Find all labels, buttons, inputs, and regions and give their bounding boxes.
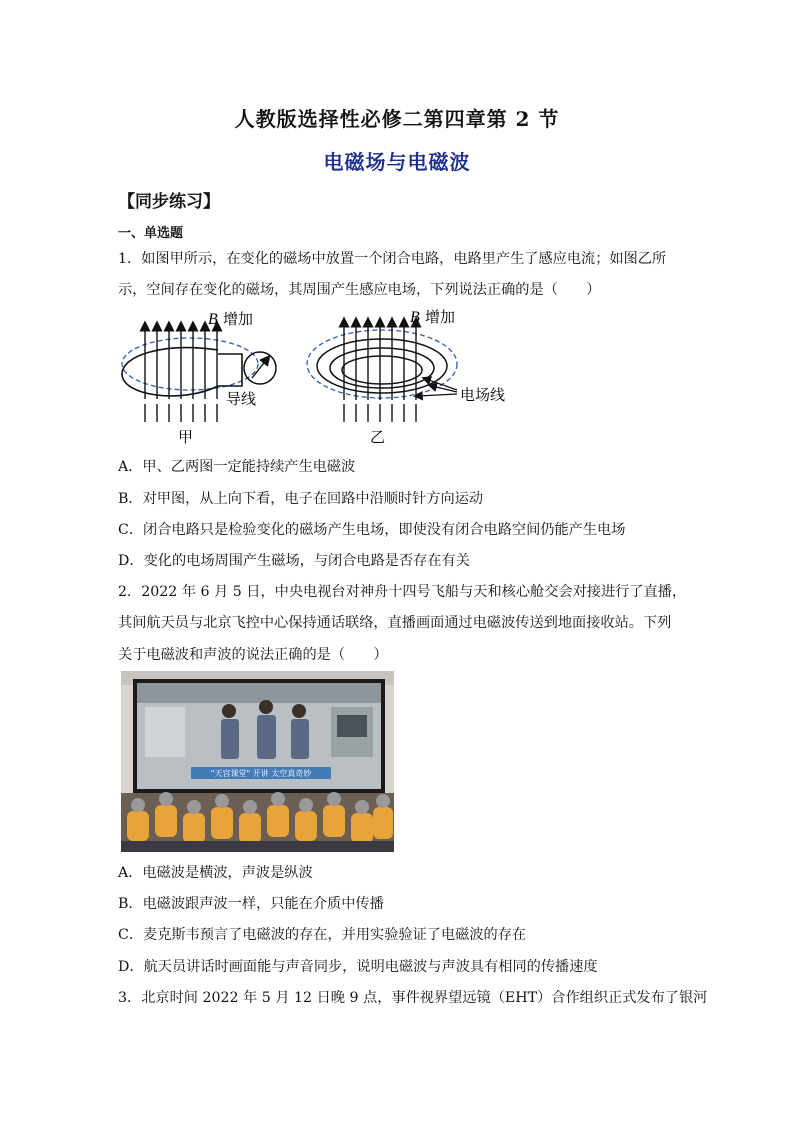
q1-option-d: D．变化的电场周围产生磁场，与闭合电路是否存在有关 xyxy=(118,553,470,569)
left-b-text: 增加 xyxy=(223,310,254,328)
field-line-label: 电场线 xyxy=(460,386,506,404)
document-title: 人教版选择性必修二第四章第 2 节 xyxy=(234,107,560,131)
right-caption: 乙 xyxy=(370,428,386,446)
figure-jia xyxy=(122,310,276,446)
figure-yi xyxy=(307,308,505,446)
document-subtitle: 电磁场与电磁波 xyxy=(323,150,471,174)
screen-caption: "天宫课堂" 开讲 太空真奇妙 xyxy=(210,769,312,778)
q2-stem-line-1: 2．2022 年 6 月 5 日，中央电视台对神舟十四号飞船与天和核心舱交会对接进行了直播， xyxy=(118,584,687,600)
right-b-text: 增加 xyxy=(425,308,456,326)
q1-stem-line-1: 1．如图甲所示，在变化的磁场中放置一个闭合电路，电路里产生了感应电流；如图乙所 xyxy=(118,251,667,267)
q2-stem-line-2: 其间航天员与北京飞控中心保持通话联络，直播画面通过电磁波传送到地面接收站。下列 xyxy=(118,615,672,631)
q2-stem-line-3: 关于电磁波和声波的说法正确的是（ ） xyxy=(118,647,388,663)
q1-option-a: A．甲、乙两图一定能持续产生电磁波 xyxy=(118,459,356,475)
q2-option-b: B．电磁波跟声波一样，只能在介质中传播 xyxy=(118,896,384,912)
q1-option-b: B．对甲图，从上向下看，电子在回路中沿顺时针方向运动 xyxy=(118,491,484,507)
q1-option-c: C．闭合电路只是检验变化的磁场产生电场，即使没有闭合电路空间仍能产生电场 xyxy=(118,522,626,538)
section-heading: 【同步练习】 xyxy=(118,192,220,212)
wire-label: 导线 xyxy=(226,390,257,408)
left-b-symbol: B xyxy=(208,311,218,328)
q2-option-d: D．航天员讲话时画面能与声音同步，说明电磁波与声波具有相同的传播速度 xyxy=(118,959,598,975)
right-b-symbol: B xyxy=(410,309,420,326)
q1-stem-line-2: 示，空间存在变化的磁场，其周围产生感应电场，下列说法正确的是（ ） xyxy=(118,282,601,298)
q1-figure xyxy=(112,304,532,454)
q2-photo xyxy=(121,671,394,852)
q3-stem-line-1: 3．北京时间 2022 年 5 月 12 日晚 9 点，事件视界望远镜（EHT）合作组织正式发布了银河 xyxy=(118,990,708,1006)
left-caption: 甲 xyxy=(178,428,194,446)
q2-option-c: C．麦克斯韦预言了电磁波的存在，并用实验验证了电磁波的存在 xyxy=(118,927,527,943)
subsection-heading: 一、单选题 xyxy=(118,226,184,241)
q2-option-a: A．电磁波是横波，声波是纵波 xyxy=(118,865,313,881)
